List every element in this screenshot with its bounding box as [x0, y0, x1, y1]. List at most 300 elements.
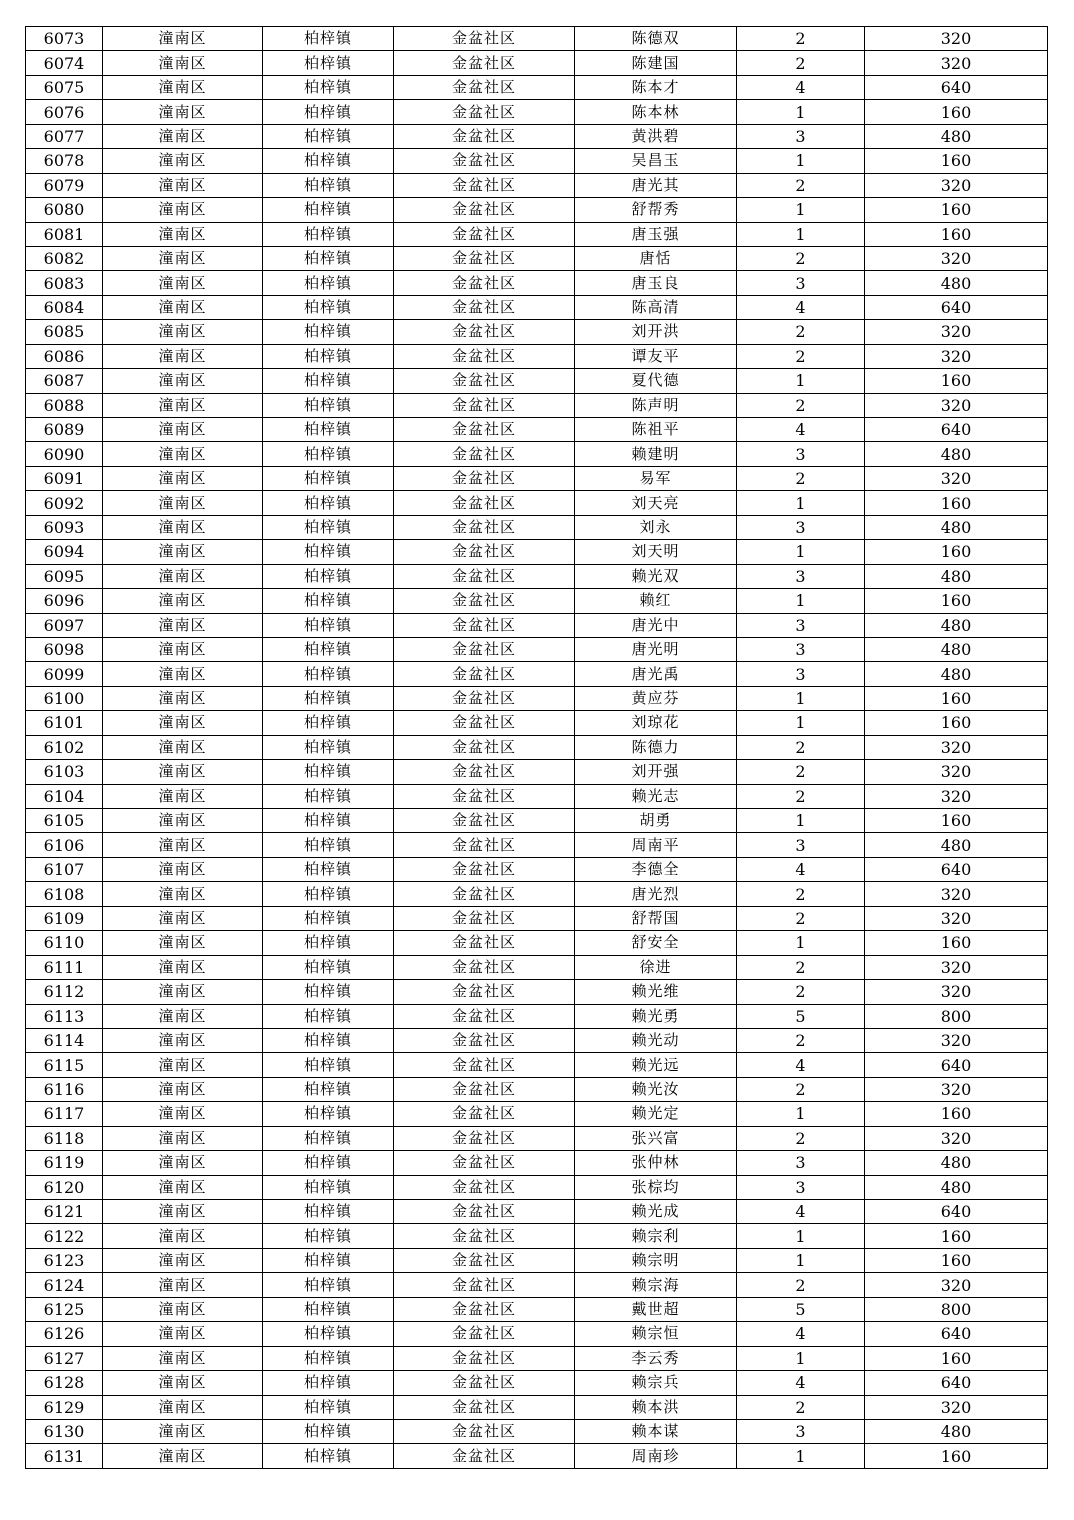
district-cell: 潼南区	[103, 857, 263, 881]
name-cell: 唐光烈	[575, 882, 737, 906]
community-cell: 金盆社区	[394, 246, 575, 270]
name-cell: 周南平	[575, 833, 737, 857]
community-cell: 金盆社区	[394, 1028, 575, 1052]
table-row	[26, 1297, 1048, 1321]
row-number-cell: 6082	[26, 246, 103, 270]
household-count-cell: 3	[737, 1151, 865, 1175]
community-cell: 金盆社区	[394, 857, 575, 881]
household-count-cell: 2	[737, 735, 865, 759]
community-cell: 金盆社区	[394, 1053, 575, 1077]
community-cell: 金盆社区	[394, 1395, 575, 1419]
amount-cell: 800	[865, 1297, 1048, 1321]
table-row	[26, 906, 1048, 930]
table-row	[26, 246, 1048, 270]
district-cell: 潼南区	[103, 760, 263, 784]
amount-cell: 800	[865, 1004, 1048, 1028]
row-number-cell: 6123	[26, 1248, 103, 1272]
community-cell: 金盆社区	[394, 173, 575, 197]
district-cell: 潼南区	[103, 1273, 263, 1297]
household-count-cell: 4	[737, 418, 865, 442]
name-cell: 李德全	[575, 857, 737, 881]
name-cell: 谭友平	[575, 344, 737, 368]
row-number-cell: 6094	[26, 540, 103, 564]
community-cell: 金盆社区	[394, 27, 575, 51]
district-cell: 潼南区	[103, 1102, 263, 1126]
name-cell: 张仲林	[575, 1151, 737, 1175]
household-count-cell: 2	[737, 760, 865, 784]
community-cell: 金盆社区	[394, 1004, 575, 1028]
town-cell: 柏梓镇	[263, 980, 394, 1004]
household-count-cell: 1	[737, 222, 865, 246]
district-cell: 潼南区	[103, 1126, 263, 1150]
town-cell: 柏梓镇	[263, 246, 394, 270]
amount-cell: 480	[865, 564, 1048, 588]
amount-cell: 160	[865, 1248, 1048, 1272]
town-cell: 柏梓镇	[263, 369, 394, 393]
name-cell: 赖光远	[575, 1053, 737, 1077]
community-cell: 金盆社区	[394, 222, 575, 246]
household-count-cell: 1	[737, 198, 865, 222]
table-row	[26, 124, 1048, 148]
amount-cell: 160	[865, 931, 1048, 955]
community-cell: 金盆社区	[394, 51, 575, 75]
community-cell: 金盆社区	[394, 124, 575, 148]
amount-cell: 320	[865, 27, 1048, 51]
row-number-cell: 6098	[26, 637, 103, 661]
household-count-cell: 1	[737, 149, 865, 173]
name-cell: 赖红	[575, 589, 737, 613]
table-row	[26, 149, 1048, 173]
amount-cell: 480	[865, 515, 1048, 539]
amount-cell: 320	[865, 955, 1048, 979]
row-number-cell: 6090	[26, 442, 103, 466]
district-cell: 潼南区	[103, 662, 263, 686]
household-count-cell: 4	[737, 1371, 865, 1395]
row-number-cell: 6086	[26, 344, 103, 368]
household-count-cell: 1	[737, 491, 865, 515]
amount-cell: 640	[865, 1053, 1048, 1077]
household-count-cell: 1	[737, 931, 865, 955]
row-number-cell: 6093	[26, 515, 103, 539]
amount-cell: 160	[865, 100, 1048, 124]
amount-cell: 320	[865, 320, 1048, 344]
community-cell: 金盆社区	[394, 613, 575, 637]
table-row	[26, 833, 1048, 857]
table-row	[26, 466, 1048, 490]
community-cell: 金盆社区	[394, 955, 575, 979]
household-count-cell: 3	[737, 564, 865, 588]
town-cell: 柏梓镇	[263, 515, 394, 539]
table-row	[26, 931, 1048, 955]
name-cell: 陈本林	[575, 100, 737, 124]
table-row	[26, 637, 1048, 661]
household-count-cell: 2	[737, 393, 865, 417]
household-count-cell: 3	[737, 515, 865, 539]
amount-cell: 160	[865, 589, 1048, 613]
community-cell: 金盆社区	[394, 1126, 575, 1150]
town-cell: 柏梓镇	[263, 1077, 394, 1101]
household-count-cell: 2	[737, 27, 865, 51]
household-count-cell: 2	[737, 1395, 865, 1419]
household-count-cell: 4	[737, 295, 865, 319]
amount-cell: 160	[865, 491, 1048, 515]
table-row	[26, 27, 1048, 51]
row-number-cell: 6078	[26, 149, 103, 173]
table-row	[26, 1419, 1048, 1443]
name-cell: 赖光志	[575, 784, 737, 808]
name-cell: 吴昌玉	[575, 149, 737, 173]
table-row	[26, 442, 1048, 466]
amount-cell: 160	[865, 686, 1048, 710]
row-number-cell: 6119	[26, 1151, 103, 1175]
table-row	[26, 980, 1048, 1004]
amount-cell: 320	[865, 344, 1048, 368]
community-cell: 金盆社区	[394, 1151, 575, 1175]
amount-cell: 640	[865, 1322, 1048, 1346]
amount-cell: 160	[865, 809, 1048, 833]
row-number-cell: 6073	[26, 27, 103, 51]
row-number-cell: 6129	[26, 1395, 103, 1419]
household-count-cell: 1	[737, 369, 865, 393]
community-cell: 金盆社区	[394, 1224, 575, 1248]
row-number-cell: 6077	[26, 124, 103, 148]
town-cell: 柏梓镇	[263, 1053, 394, 1077]
row-number-cell: 6074	[26, 51, 103, 75]
name-cell: 唐光中	[575, 613, 737, 637]
household-count-cell: 2	[737, 906, 865, 930]
table-row	[26, 198, 1048, 222]
household-count-cell: 4	[737, 1322, 865, 1346]
name-cell: 赖光维	[575, 980, 737, 1004]
row-number-cell: 6113	[26, 1004, 103, 1028]
town-cell: 柏梓镇	[263, 198, 394, 222]
name-cell: 刘天亮	[575, 491, 737, 515]
row-number-cell: 6127	[26, 1346, 103, 1370]
town-cell: 柏梓镇	[263, 27, 394, 51]
name-cell: 赖本洪	[575, 1395, 737, 1419]
district-cell: 潼南区	[103, 295, 263, 319]
town-cell: 柏梓镇	[263, 75, 394, 99]
community-cell: 金盆社区	[394, 980, 575, 1004]
household-count-cell: 4	[737, 75, 865, 99]
town-cell: 柏梓镇	[263, 149, 394, 173]
district-cell: 潼南区	[103, 149, 263, 173]
amount-cell: 320	[865, 466, 1048, 490]
name-cell: 刘琼花	[575, 711, 737, 735]
name-cell: 黄洪碧	[575, 124, 737, 148]
district-cell: 潼南区	[103, 491, 263, 515]
table-row	[26, 662, 1048, 686]
row-number-cell: 6122	[26, 1224, 103, 1248]
community-cell: 金盆社区	[394, 906, 575, 930]
district-cell: 潼南区	[103, 1004, 263, 1028]
household-count-cell: 1	[737, 686, 865, 710]
town-cell: 柏梓镇	[263, 1126, 394, 1150]
household-count-cell: 2	[737, 784, 865, 808]
household-count-cell: 4	[737, 1053, 865, 1077]
row-number-cell: 6111	[26, 955, 103, 979]
row-number-cell: 6081	[26, 222, 103, 246]
district-cell: 潼南区	[103, 222, 263, 246]
table-row	[26, 882, 1048, 906]
district-cell: 潼南区	[103, 173, 263, 197]
town-cell: 柏梓镇	[263, 1175, 394, 1199]
row-number-cell: 6076	[26, 100, 103, 124]
table-row	[26, 1395, 1048, 1419]
amount-cell: 480	[865, 1151, 1048, 1175]
district-cell: 潼南区	[103, 955, 263, 979]
town-cell: 柏梓镇	[263, 1297, 394, 1321]
row-number-cell: 6117	[26, 1102, 103, 1126]
table-row	[26, 1004, 1048, 1028]
name-cell: 张兴富	[575, 1126, 737, 1150]
amount-cell: 640	[865, 857, 1048, 881]
district-cell: 潼南区	[103, 980, 263, 1004]
household-count-cell: 1	[737, 1248, 865, 1272]
name-cell: 陈本才	[575, 75, 737, 99]
name-cell: 唐光明	[575, 637, 737, 661]
amount-cell: 640	[865, 295, 1048, 319]
household-count-cell: 2	[737, 344, 865, 368]
town-cell: 柏梓镇	[263, 540, 394, 564]
town-cell: 柏梓镇	[263, 173, 394, 197]
name-cell: 陈建国	[575, 51, 737, 75]
name-cell: 唐玉强	[575, 222, 737, 246]
table-row	[26, 1102, 1048, 1126]
community-cell: 金盆社区	[394, 1444, 575, 1468]
name-cell: 赖光汝	[575, 1077, 737, 1101]
district-cell: 潼南区	[103, 246, 263, 270]
household-count-cell: 1	[737, 1102, 865, 1126]
town-cell: 柏梓镇	[263, 955, 394, 979]
district-cell: 潼南区	[103, 1248, 263, 1272]
amount-cell: 480	[865, 1419, 1048, 1443]
table-row	[26, 1175, 1048, 1199]
community-cell: 金盆社区	[394, 1346, 575, 1370]
table-row	[26, 955, 1048, 979]
town-cell: 柏梓镇	[263, 418, 394, 442]
community-cell: 金盆社区	[394, 686, 575, 710]
amount-cell: 160	[865, 540, 1048, 564]
town-cell: 柏梓镇	[263, 344, 394, 368]
table-row	[26, 735, 1048, 759]
table-row	[26, 100, 1048, 124]
town-cell: 柏梓镇	[263, 906, 394, 930]
household-count-cell: 1	[737, 100, 865, 124]
table-row	[26, 51, 1048, 75]
row-number-cell: 6125	[26, 1297, 103, 1321]
name-cell: 刘开洪	[575, 320, 737, 344]
table-row	[26, 1028, 1048, 1052]
household-count-cell: 2	[737, 1126, 865, 1150]
district-cell: 潼南区	[103, 393, 263, 417]
district-cell: 潼南区	[103, 1444, 263, 1468]
community-cell: 金盆社区	[394, 198, 575, 222]
community-cell: 金盆社区	[394, 369, 575, 393]
amount-cell: 160	[865, 711, 1048, 735]
table-row	[26, 1224, 1048, 1248]
community-cell: 金盆社区	[394, 1248, 575, 1272]
table-row	[26, 540, 1048, 564]
community-cell: 金盆社区	[394, 1175, 575, 1199]
town-cell: 柏梓镇	[263, 1248, 394, 1272]
amount-cell: 320	[865, 1077, 1048, 1101]
row-number-cell: 6103	[26, 760, 103, 784]
table-row	[26, 857, 1048, 881]
town-cell: 柏梓镇	[263, 393, 394, 417]
table-row	[26, 1273, 1048, 1297]
table-row	[26, 760, 1048, 784]
community-cell: 金盆社区	[394, 1297, 575, 1321]
town-cell: 柏梓镇	[263, 784, 394, 808]
row-number-cell: 6104	[26, 784, 103, 808]
name-cell: 舒安全	[575, 931, 737, 955]
name-cell: 陈德力	[575, 735, 737, 759]
household-count-cell: 3	[737, 662, 865, 686]
community-cell: 金盆社区	[394, 711, 575, 735]
town-cell: 柏梓镇	[263, 760, 394, 784]
district-cell: 潼南区	[103, 466, 263, 490]
town-cell: 柏梓镇	[263, 1346, 394, 1370]
row-number-cell: 6096	[26, 589, 103, 613]
name-cell: 戴世超	[575, 1297, 737, 1321]
table-row	[26, 271, 1048, 295]
name-cell: 舒帮秀	[575, 198, 737, 222]
household-count-cell: 2	[737, 1273, 865, 1297]
table-row	[26, 515, 1048, 539]
household-count-cell: 1	[737, 1346, 865, 1370]
town-cell: 柏梓镇	[263, 1151, 394, 1175]
district-cell: 潼南区	[103, 1346, 263, 1370]
district-cell: 潼南区	[103, 613, 263, 637]
household-count-cell: 2	[737, 51, 865, 75]
district-cell: 潼南区	[103, 637, 263, 661]
district-cell: 潼南区	[103, 515, 263, 539]
name-cell: 赖光动	[575, 1028, 737, 1052]
district-cell: 潼南区	[103, 833, 263, 857]
town-cell: 柏梓镇	[263, 931, 394, 955]
community-cell: 金盆社区	[394, 882, 575, 906]
name-cell: 唐光禹	[575, 662, 737, 686]
table-row	[26, 686, 1048, 710]
table-row	[26, 1053, 1048, 1077]
row-number-cell: 6100	[26, 686, 103, 710]
household-count-cell: 1	[737, 540, 865, 564]
row-number-cell: 6091	[26, 466, 103, 490]
community-cell: 金盆社区	[394, 1371, 575, 1395]
name-cell: 夏代德	[575, 369, 737, 393]
table-row	[26, 1346, 1048, 1370]
community-cell: 金盆社区	[394, 295, 575, 319]
community-cell: 金盆社区	[394, 1200, 575, 1224]
household-count-cell: 3	[737, 124, 865, 148]
table-row	[26, 784, 1048, 808]
amount-cell: 640	[865, 418, 1048, 442]
town-cell: 柏梓镇	[263, 100, 394, 124]
name-cell: 赖光双	[575, 564, 737, 588]
district-cell: 潼南区	[103, 1322, 263, 1346]
name-cell: 陈德双	[575, 27, 737, 51]
name-cell: 刘永	[575, 515, 737, 539]
town-cell: 柏梓镇	[263, 637, 394, 661]
amount-cell: 640	[865, 1371, 1048, 1395]
table-row	[26, 1444, 1048, 1468]
household-count-cell: 2	[737, 173, 865, 197]
community-cell: 金盆社区	[394, 931, 575, 955]
community-cell: 金盆社区	[394, 1322, 575, 1346]
table-row	[26, 1077, 1048, 1101]
amount-cell: 640	[865, 1200, 1048, 1224]
town-cell: 柏梓镇	[263, 686, 394, 710]
row-number-cell: 6088	[26, 393, 103, 417]
amount-cell: 320	[865, 906, 1048, 930]
town-cell: 柏梓镇	[263, 882, 394, 906]
household-count-cell: 1	[737, 809, 865, 833]
table-row	[26, 1322, 1048, 1346]
name-cell: 易军	[575, 466, 737, 490]
district-cell: 潼南区	[103, 589, 263, 613]
row-number-cell: 6131	[26, 1444, 103, 1468]
name-cell: 舒帮国	[575, 906, 737, 930]
community-cell: 金盆社区	[394, 833, 575, 857]
community-cell: 金盆社区	[394, 75, 575, 99]
amount-cell: 320	[865, 882, 1048, 906]
amount-cell: 160	[865, 198, 1048, 222]
row-number-cell: 6109	[26, 906, 103, 930]
household-count-cell: 4	[737, 1200, 865, 1224]
household-count-cell: 2	[737, 1077, 865, 1101]
community-cell: 金盆社区	[394, 149, 575, 173]
town-cell: 柏梓镇	[263, 564, 394, 588]
amount-cell: 320	[865, 784, 1048, 808]
row-number-cell: 6107	[26, 857, 103, 881]
table-row	[26, 1371, 1048, 1395]
town-cell: 柏梓镇	[263, 735, 394, 759]
name-cell: 唐玉良	[575, 271, 737, 295]
district-cell: 潼南区	[103, 344, 263, 368]
community-cell: 金盆社区	[394, 637, 575, 661]
table-row	[26, 613, 1048, 637]
household-count-cell: 3	[737, 442, 865, 466]
town-cell: 柏梓镇	[263, 1102, 394, 1126]
district-cell: 潼南区	[103, 1028, 263, 1052]
name-cell: 唐光其	[575, 173, 737, 197]
amount-cell: 160	[865, 1102, 1048, 1126]
household-count-cell: 5	[737, 1004, 865, 1028]
amount-cell: 320	[865, 51, 1048, 75]
household-count-cell: 5	[737, 1297, 865, 1321]
household-count-cell: 2	[737, 466, 865, 490]
community-cell: 金盆社区	[394, 466, 575, 490]
name-cell: 赖宗兵	[575, 1371, 737, 1395]
town-cell: 柏梓镇	[263, 833, 394, 857]
district-cell: 潼南区	[103, 1395, 263, 1419]
district-cell: 潼南区	[103, 198, 263, 222]
district-cell: 潼南区	[103, 271, 263, 295]
household-count-cell: 2	[737, 320, 865, 344]
table-body	[26, 27, 1048, 1469]
amount-cell: 320	[865, 246, 1048, 270]
amount-cell: 320	[865, 173, 1048, 197]
name-cell: 赖宗利	[575, 1224, 737, 1248]
town-cell: 柏梓镇	[263, 662, 394, 686]
row-number-cell: 6101	[26, 711, 103, 735]
town-cell: 柏梓镇	[263, 1371, 394, 1395]
table-row	[26, 564, 1048, 588]
row-number-cell: 6112	[26, 980, 103, 1004]
town-cell: 柏梓镇	[263, 857, 394, 881]
row-number-cell: 6083	[26, 271, 103, 295]
